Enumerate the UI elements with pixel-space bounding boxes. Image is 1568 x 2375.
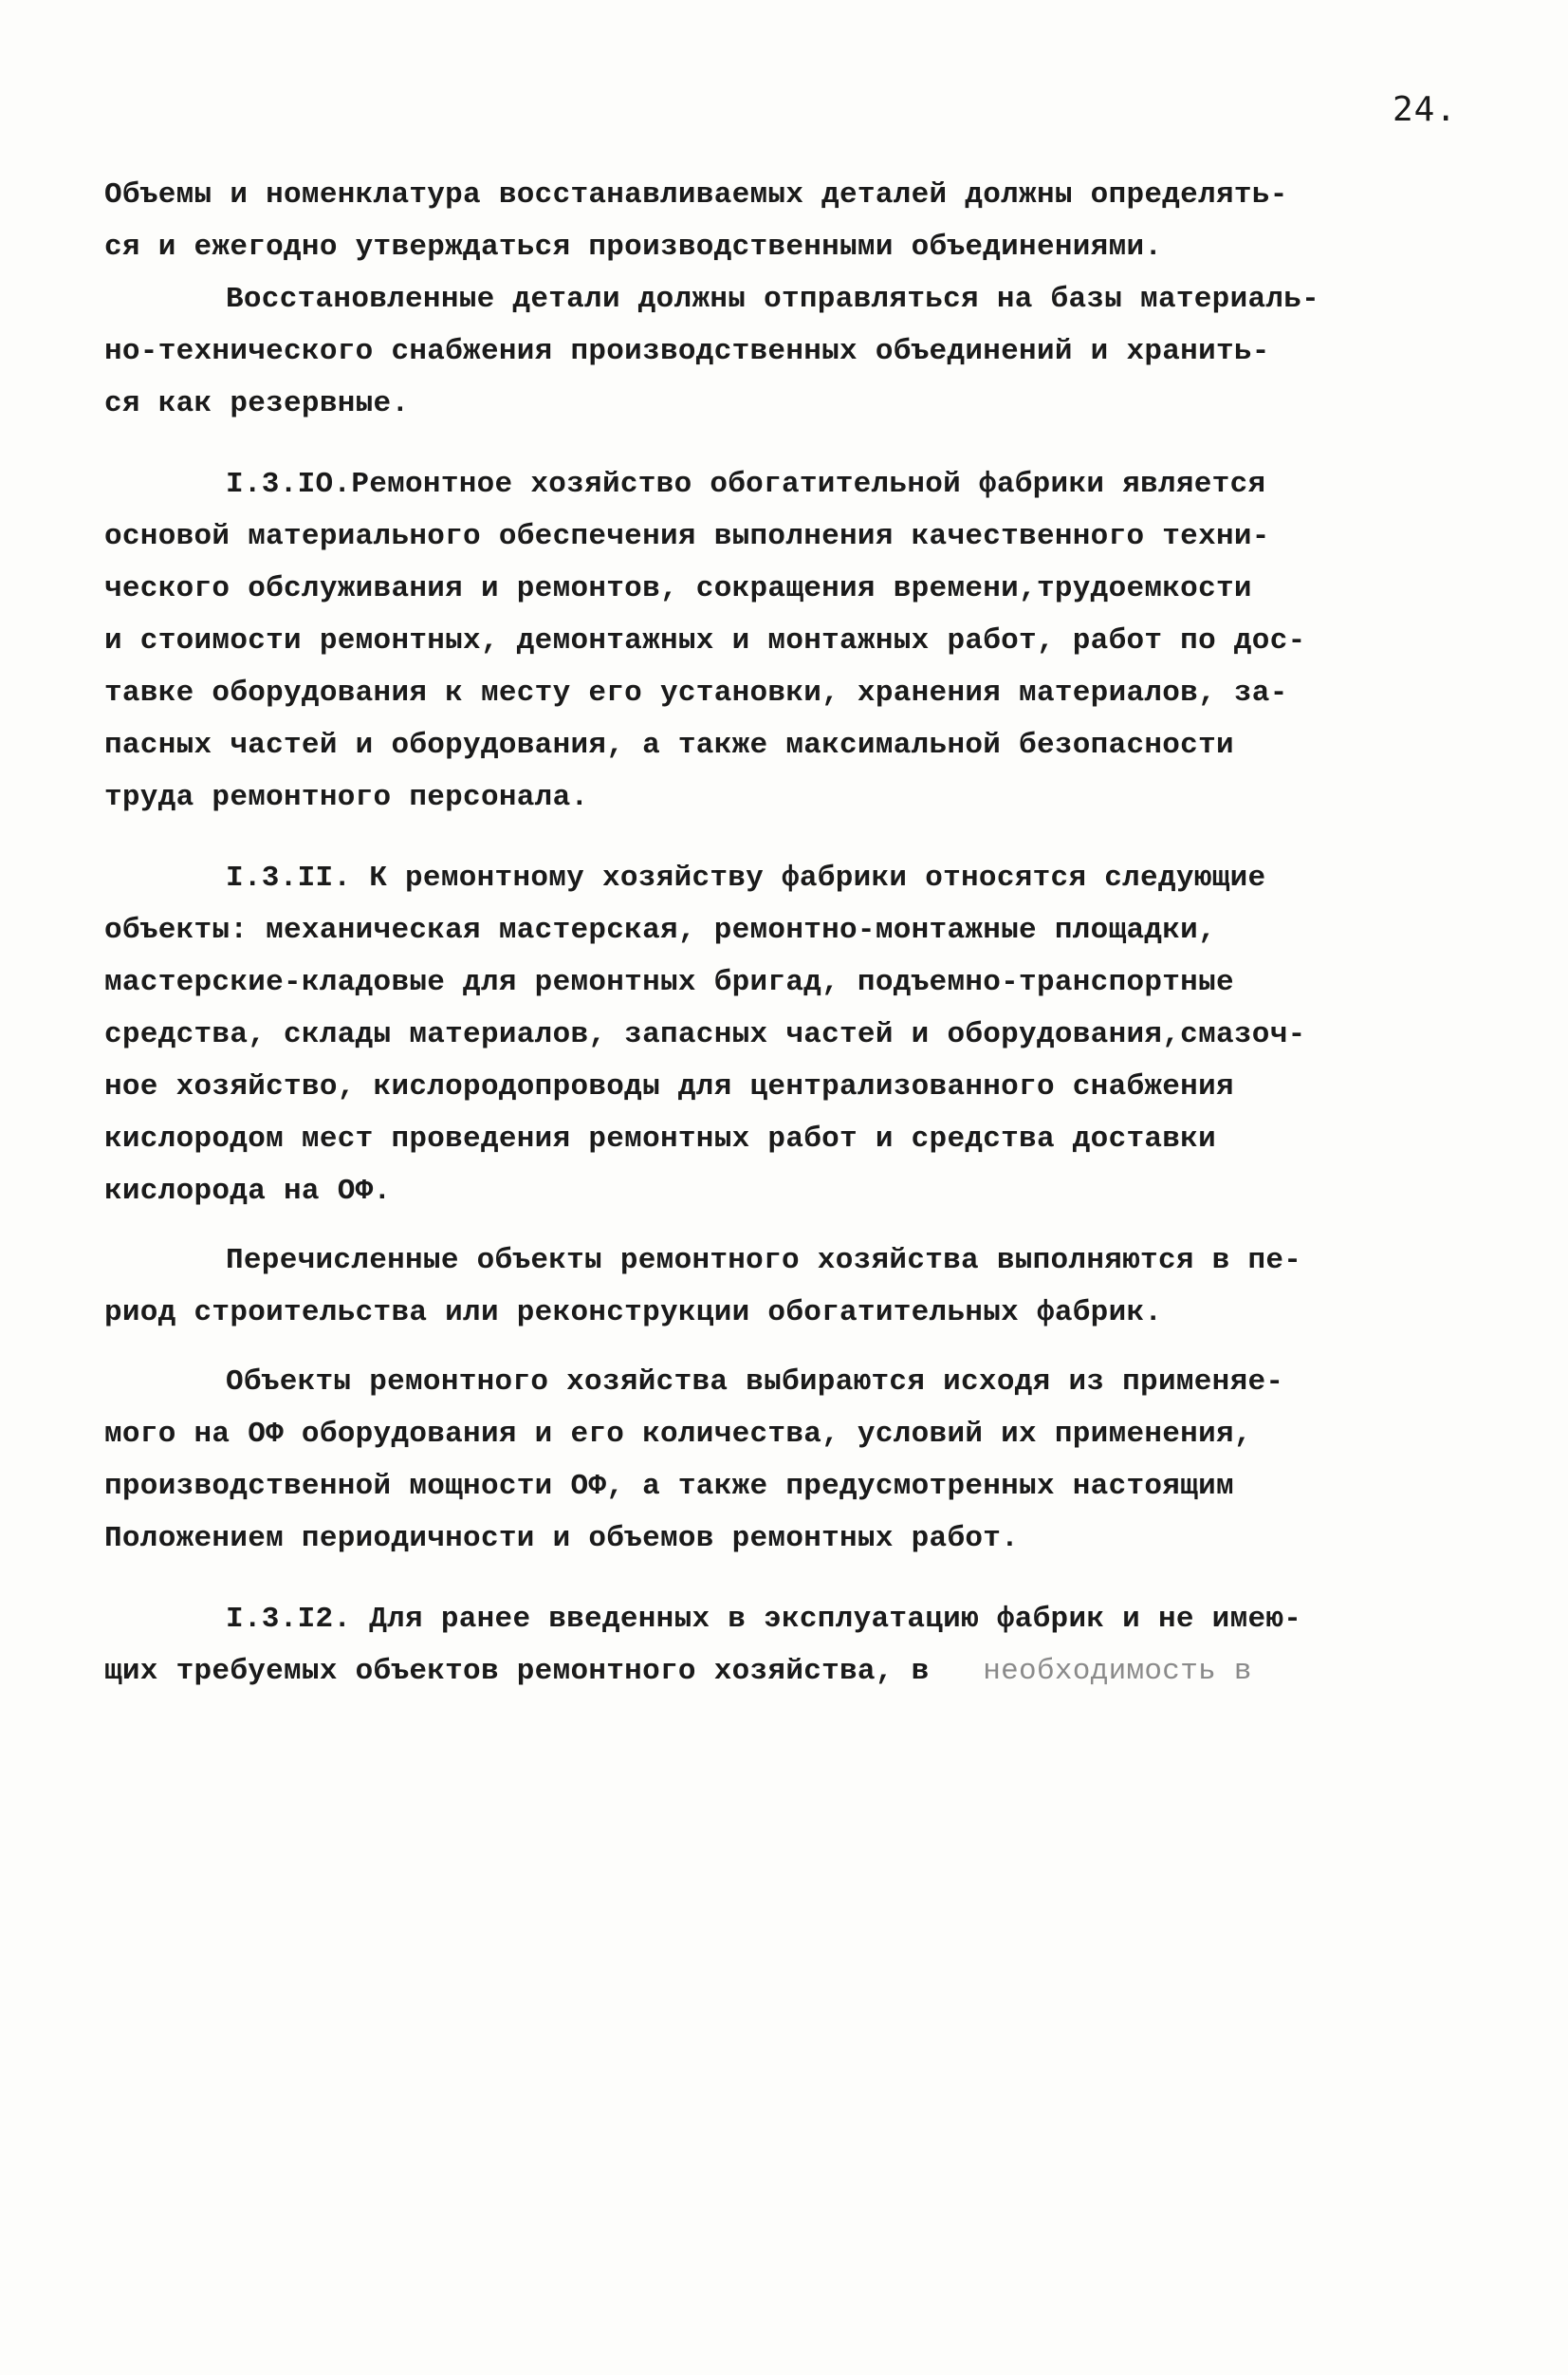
text-line: пасных частей и оборудования, а также максимальной безопасности xyxy=(104,729,1234,762)
faded-text-fragment: необходимость в xyxy=(929,1655,1252,1688)
text-line: Объекты ремонтного хозяйства выбираются исходя из применяе- xyxy=(226,1365,1284,1399)
text-line: мого на ОФ оборудования и его количества, условий их применения, xyxy=(104,1418,1252,1451)
paragraph-section-1-3-12 xyxy=(104,1593,1489,1698)
text-fragment: щих требуемых объектов ремонтного хозяйства, в xyxy=(104,1655,930,1688)
text-line: и стоимости ремонтных, демонтажных и монтажных работ, работ по дос- xyxy=(104,624,1306,658)
text-line: Восстановленные детали должны отправляться на базы материаль- xyxy=(226,283,1320,316)
section-heading-line: I.3.II. К ремонтному хозяйству фабрики относятся следующие xyxy=(226,862,1266,895)
text-line: труда ремонтного персонала. xyxy=(104,781,589,814)
text-line: тавке оборудования к месту его установки, хранения материалов, за- xyxy=(104,677,1288,710)
text-line: ся как резервные. xyxy=(104,387,410,420)
document-body xyxy=(104,169,1489,1698)
paragraph-section-1-3-10 xyxy=(104,458,1489,824)
text-line: кислорода на ОФ. xyxy=(104,1175,392,1208)
paragraph-listed-objects xyxy=(104,1234,1489,1339)
text-line: Перечисленные объекты ремонтного хозяйства выполняются в пе- xyxy=(226,1244,1302,1277)
paragraph-section-1-3-11 xyxy=(104,852,1489,1217)
text-line: средства, склады материалов, запасных частей и оборудования,смазоч- xyxy=(104,1018,1306,1051)
text-line: объекты: механическая мастерская, ремонтно-монтажные площадки, xyxy=(104,914,1216,947)
page-number: 24. xyxy=(1393,90,1458,129)
section-heading-line: I.3.IO.Ремонтное хозяйство обогатительной фабрики является xyxy=(226,468,1266,501)
paragraph-restored-parts xyxy=(104,273,1489,430)
text-line: кислородом мест проведения ремонтных работ и средства доставки xyxy=(104,1123,1216,1156)
text-line: ное хозяйство, кислородопроводы для централизованного снабжения xyxy=(104,1070,1234,1104)
section-heading-line: I.3.I2. Для ранее введенных в эксплуатацию фабрик и не имею- xyxy=(226,1603,1302,1636)
text-line: ческого обслуживания и ремонтов, сокращения времени,трудоемкости xyxy=(104,572,1252,605)
text-line: Объемы и номенклатура восстанавливаемых деталей должны определять- xyxy=(104,178,1288,212)
text-line: мастерские-кладовые для ремонтных бригад, подъемно-транспортные xyxy=(104,966,1234,999)
text-line: Положением периодичности и объемов ремонтных работ. xyxy=(104,1522,1020,1555)
text-line: основой материального обеспечения выполнения качественного техни- xyxy=(104,520,1270,553)
text-line xyxy=(104,1645,1489,1698)
text-line: производственной мощности ОФ, а также предусмотренных настоящим xyxy=(104,1470,1234,1503)
paragraph-object-selection xyxy=(104,1356,1489,1565)
text-line: но-технического снабжения производственных объединений и хранить- xyxy=(104,335,1270,368)
text-line: ся и ежегодно утверждаться производственными объединениями. xyxy=(104,231,1163,264)
paragraph-volumes xyxy=(104,169,1489,273)
text-line: риод строительства или реконструкции обогатительных фабрик. xyxy=(104,1296,1163,1329)
